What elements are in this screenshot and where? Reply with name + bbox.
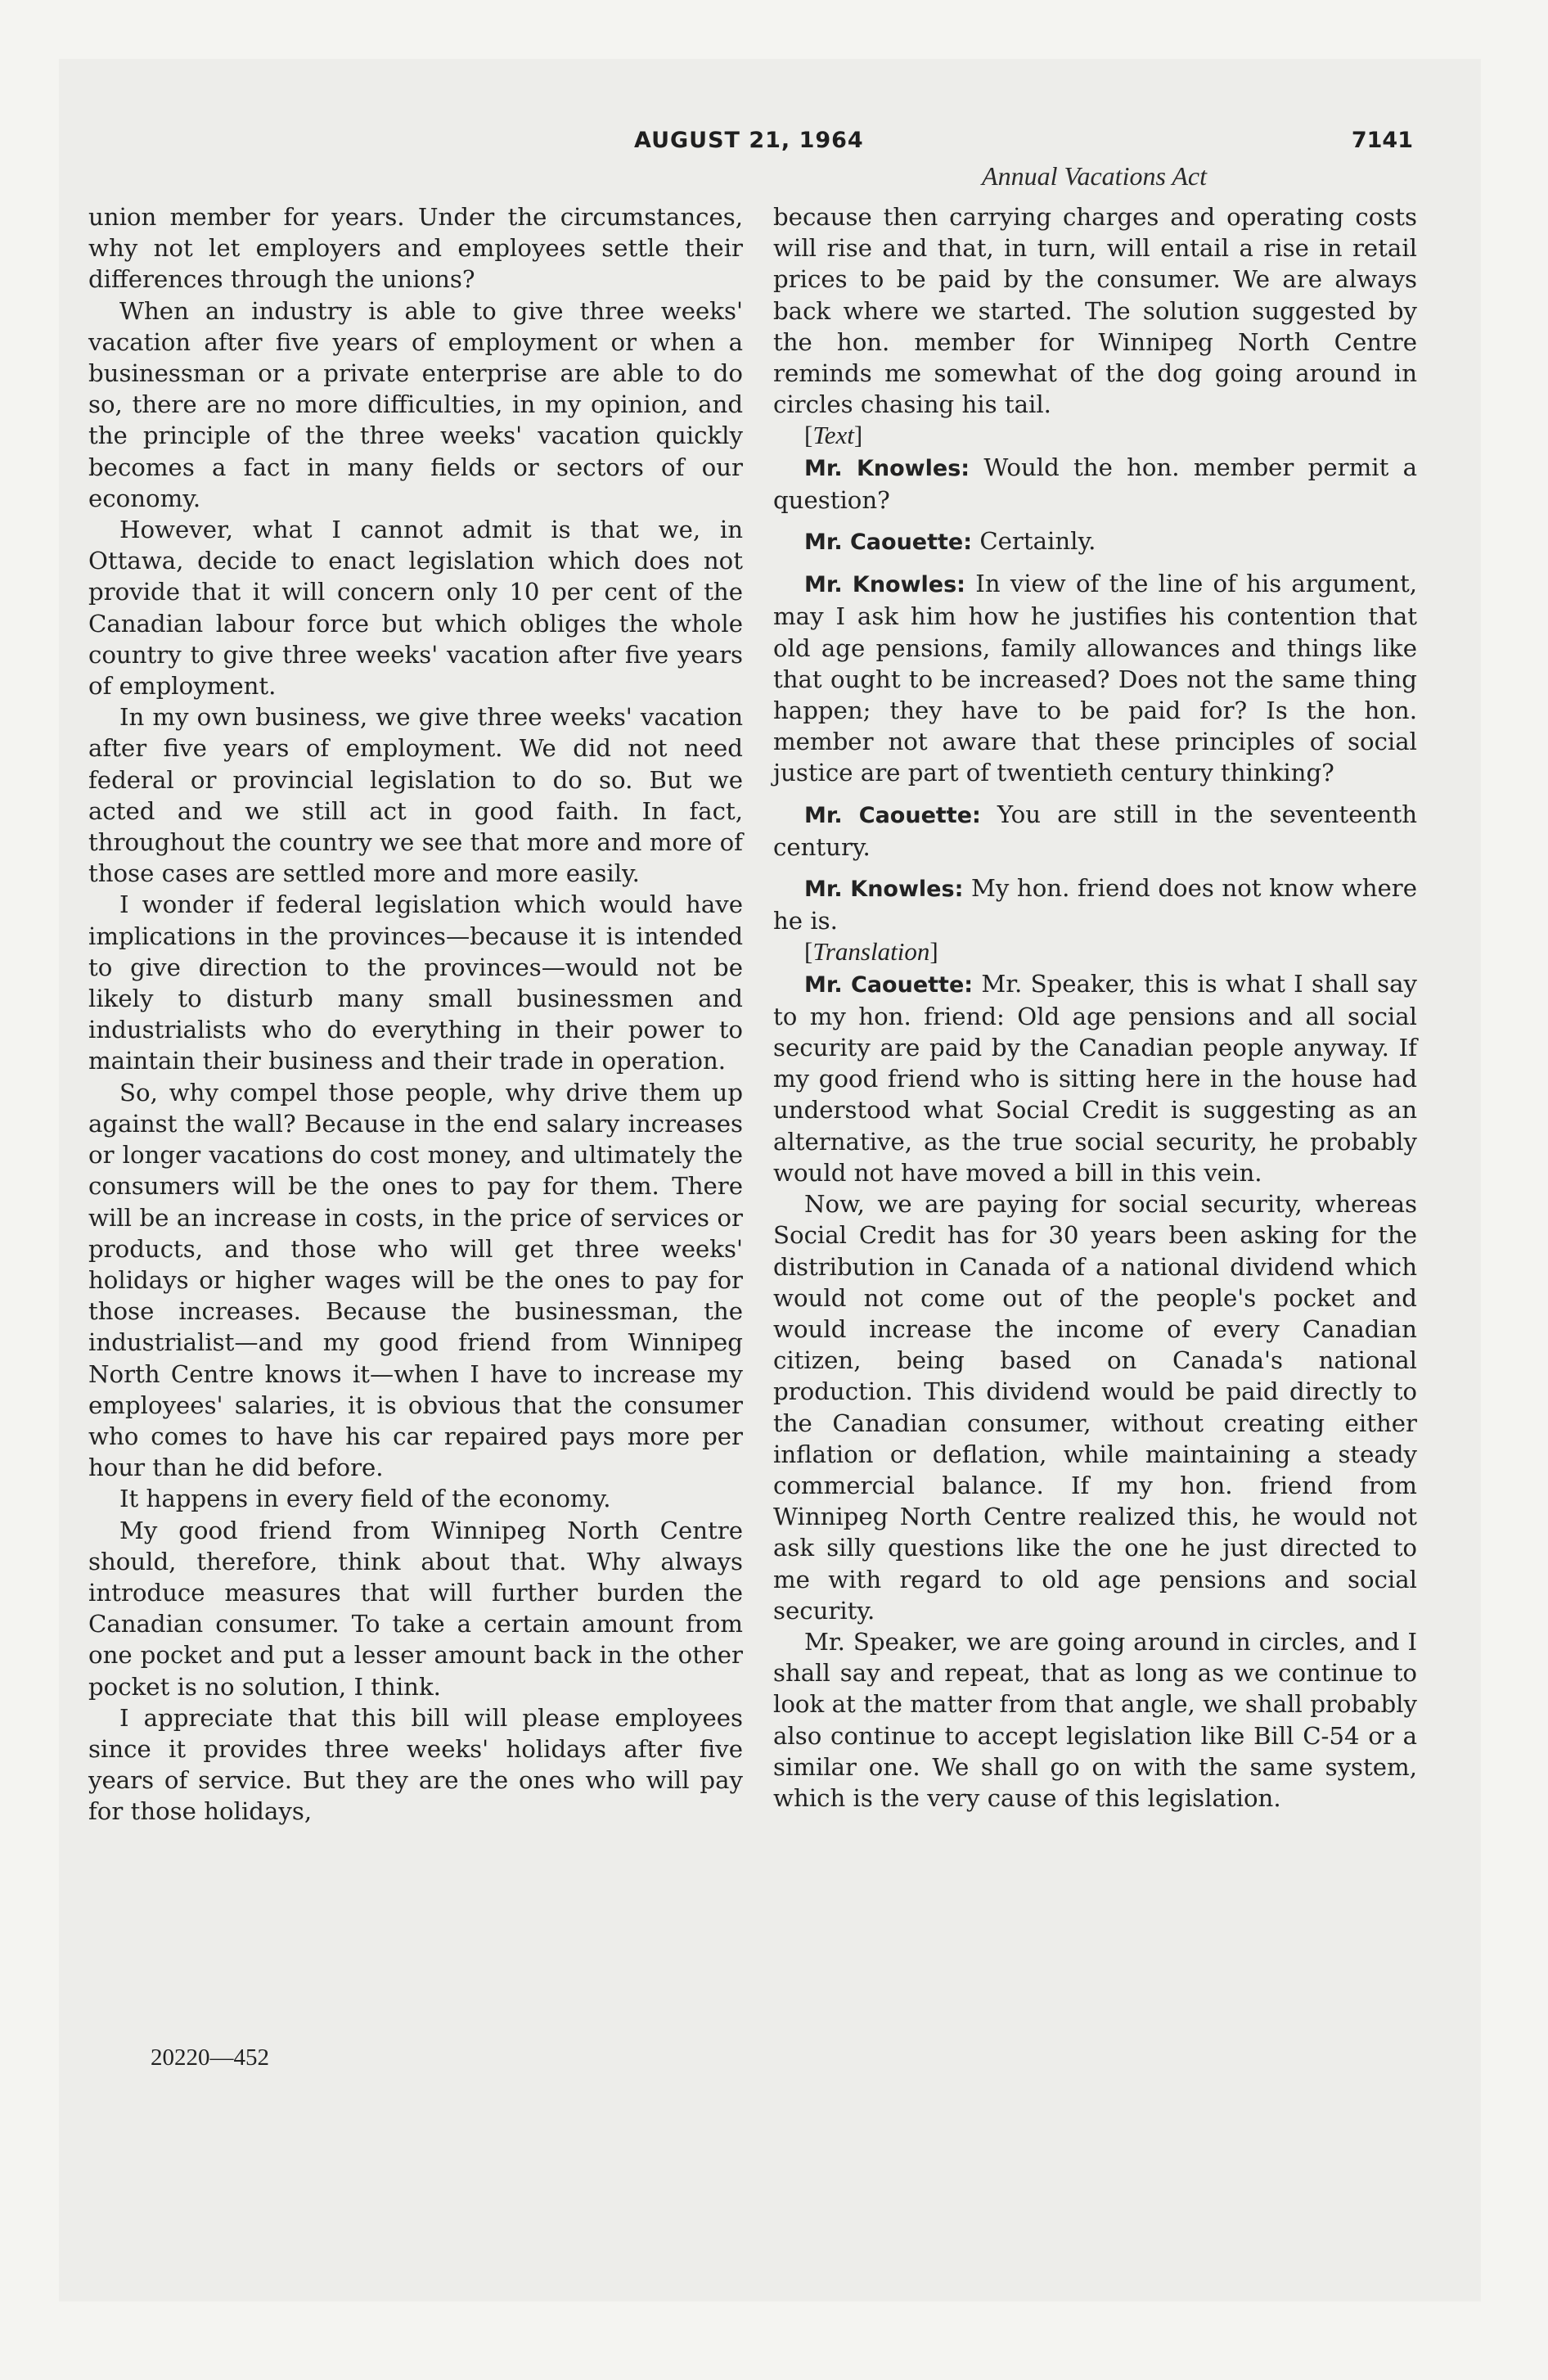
paragraph: My good friend from Winnipeg North Centre should, therefore, think about that. Why always introduce measures that will further burden the Canadian consumer. To take a certain amount from one pocket and put a lesser amount back in the other pocket is no solution, I think. (88, 1516, 743, 1701)
paragraph: Now, we are paying for social security, whereas Social Credit has for 30 years been asking for the distribution in Canada of a national dividend which would not come out of the people's pocket and would increase the income of every Canadian citizen, being based on Canada's national production. This dividend would be paid directly to the Canadian consumer, without creating either inflation or deflation, while maintaining a steady commercial balance. If my hon. friend from Winnipeg North Centre realized this, he would not ask silly questions like the one he just directed to me with regard to old age pensions and social security. (773, 1190, 1417, 1625)
tag-label: Text (812, 421, 854, 450)
paragraph: because then carrying charges and operating costs will rise and that, in turn, will entail a rise in retail prices to be paid by the consumer. We are always back where we started. The solution suggested by the hon. member for Winnipeg North Centre reminds me somewhat of the dog going around in circles chasing his tail. (773, 203, 1417, 419)
header-date: AUGUST 21, 1964 (634, 128, 864, 153)
speech-text: Certainly. (979, 527, 1096, 556)
page-number: 7141 (1351, 128, 1413, 153)
paragraph: However, what I cannot admit is that we, in Ottawa, decide to enact legislation which does not provide that it will concern only 10 per cent of the Canadian labour force but which obliges the whole country to give three weeks' vacation after five years of employment. (88, 516, 743, 701)
speech-knowles-1 (773, 452, 1417, 516)
speaker-name: Mr. Knowles: (804, 572, 965, 598)
speaker-name: Mr. Knowles: (804, 455, 970, 481)
speech-text: You are still in the seventeenth century. (773, 800, 1418, 861)
speaker-name: Mr. Knowles: (804, 877, 964, 903)
speech-knowles-3 (773, 872, 1417, 936)
speech-text: In view of the line of his argument, may I ask him how he justifies his contention that old age pensions, family allowances and things like that ought to be increased? Does not the same thing happen; they have to be paid for? Is the hon. member not aware that these principles of social justice are part of twentieth century thinking? (773, 570, 1417, 787)
speaker-name: Mr. Caouette: (804, 802, 981, 828)
speaker-name: Mr. Caouette: (804, 971, 974, 998)
paragraph: I wonder if federal legislation which would have implications in the provinces—because it is intended to give direction to the provinces—would not be likely to disturb many small businessmen and industrialists who do everything in their power to maintain their business and their trade in operation. (88, 890, 743, 1075)
paragraph: I appreciate that this bill will please employees since it provides three weeks' holidays after five years of service. But they are the ones who will pay for those holidays, (88, 1703, 743, 1826)
speaker-name: Mr. Caouette: (804, 530, 973, 556)
paragraph: Mr. Speaker, we are going around in circles, and I shall say and repeat, that as long as we continue to look at the matter from that angle, we shall probably also continue to accept legislation like Bill C-54 or a similar one. We shall go on with the same system, which is the very cause of this legislation. (773, 1627, 1417, 1812)
paragraph: When an industry is able to give three weeks' vacation after five years of employment or when a businessman or a private enterprise are able to do so, there are no more difficulties, in my opinion, and the principle of the three weeks' vacation quickly becomes a fact in many fields or sectors of our economy. (88, 296, 743, 512)
page-header (0, 128, 1548, 160)
speech-knowles-2 (773, 568, 1417, 788)
speech-text: Mr. Speaker, this is what I shall say to my hon. friend: Old age pensions and all social security are paid by the Canadian people anyway. If my good friend who is sitting here in the house had understood what Social Credit is suggesting as an alternative, as the true social security, he probably would not have moved a bill in this vein. (773, 969, 1418, 1187)
section-tag-text: [Text] (804, 421, 863, 450)
speech-text: Would the hon. member permit a question? (773, 453, 1418, 514)
tag-label: Translation (812, 937, 930, 967)
speech-caouette-2 (773, 799, 1417, 863)
speech-caouette-1 (773, 525, 1417, 558)
section-tag-translation: [Translation] (804, 937, 938, 967)
paragraph: union member for years. Under the circumstances, why not let employers and employees settle their differences through the unions? (88, 203, 743, 294)
paragraph: In my own business, we give three weeks' vacation after five years of employment. We did not need federal or provincial legislation to do so. But we acted and we still act in good faith. In fact, throughout the country we see that more and more of those cases are settled more and more easily. (88, 703, 743, 888)
speech-text: My hon. friend does not know where he is. (773, 874, 1418, 935)
running-title: Annual Vacations Act (982, 161, 1207, 191)
paragraph: So, why compel those people, why drive them up against the wall? Because in the end salary increases or longer vacations do cost money, and ultimately the consumers will be the ones to pay for them. There will be an increase in costs, in the price of services or products, and those who will get three weeks' holidays or higher wages will be the ones to pay for those increases. Because the businessman, the industrialist—and my good friend from Winnipeg North Centre knows it—when I have to increase my employees' salaries, it is obvious that the consumer who comes to have his car repaired pays more per hour than he did before. (88, 1078, 743, 1482)
footer-signature: 20220—452 (151, 2044, 269, 2071)
paragraph: It happens in every field of the economy. (119, 1485, 611, 1513)
speech-caouette-3 (773, 968, 1417, 1188)
right-column (773, 201, 1417, 1814)
left-column (88, 201, 743, 1828)
